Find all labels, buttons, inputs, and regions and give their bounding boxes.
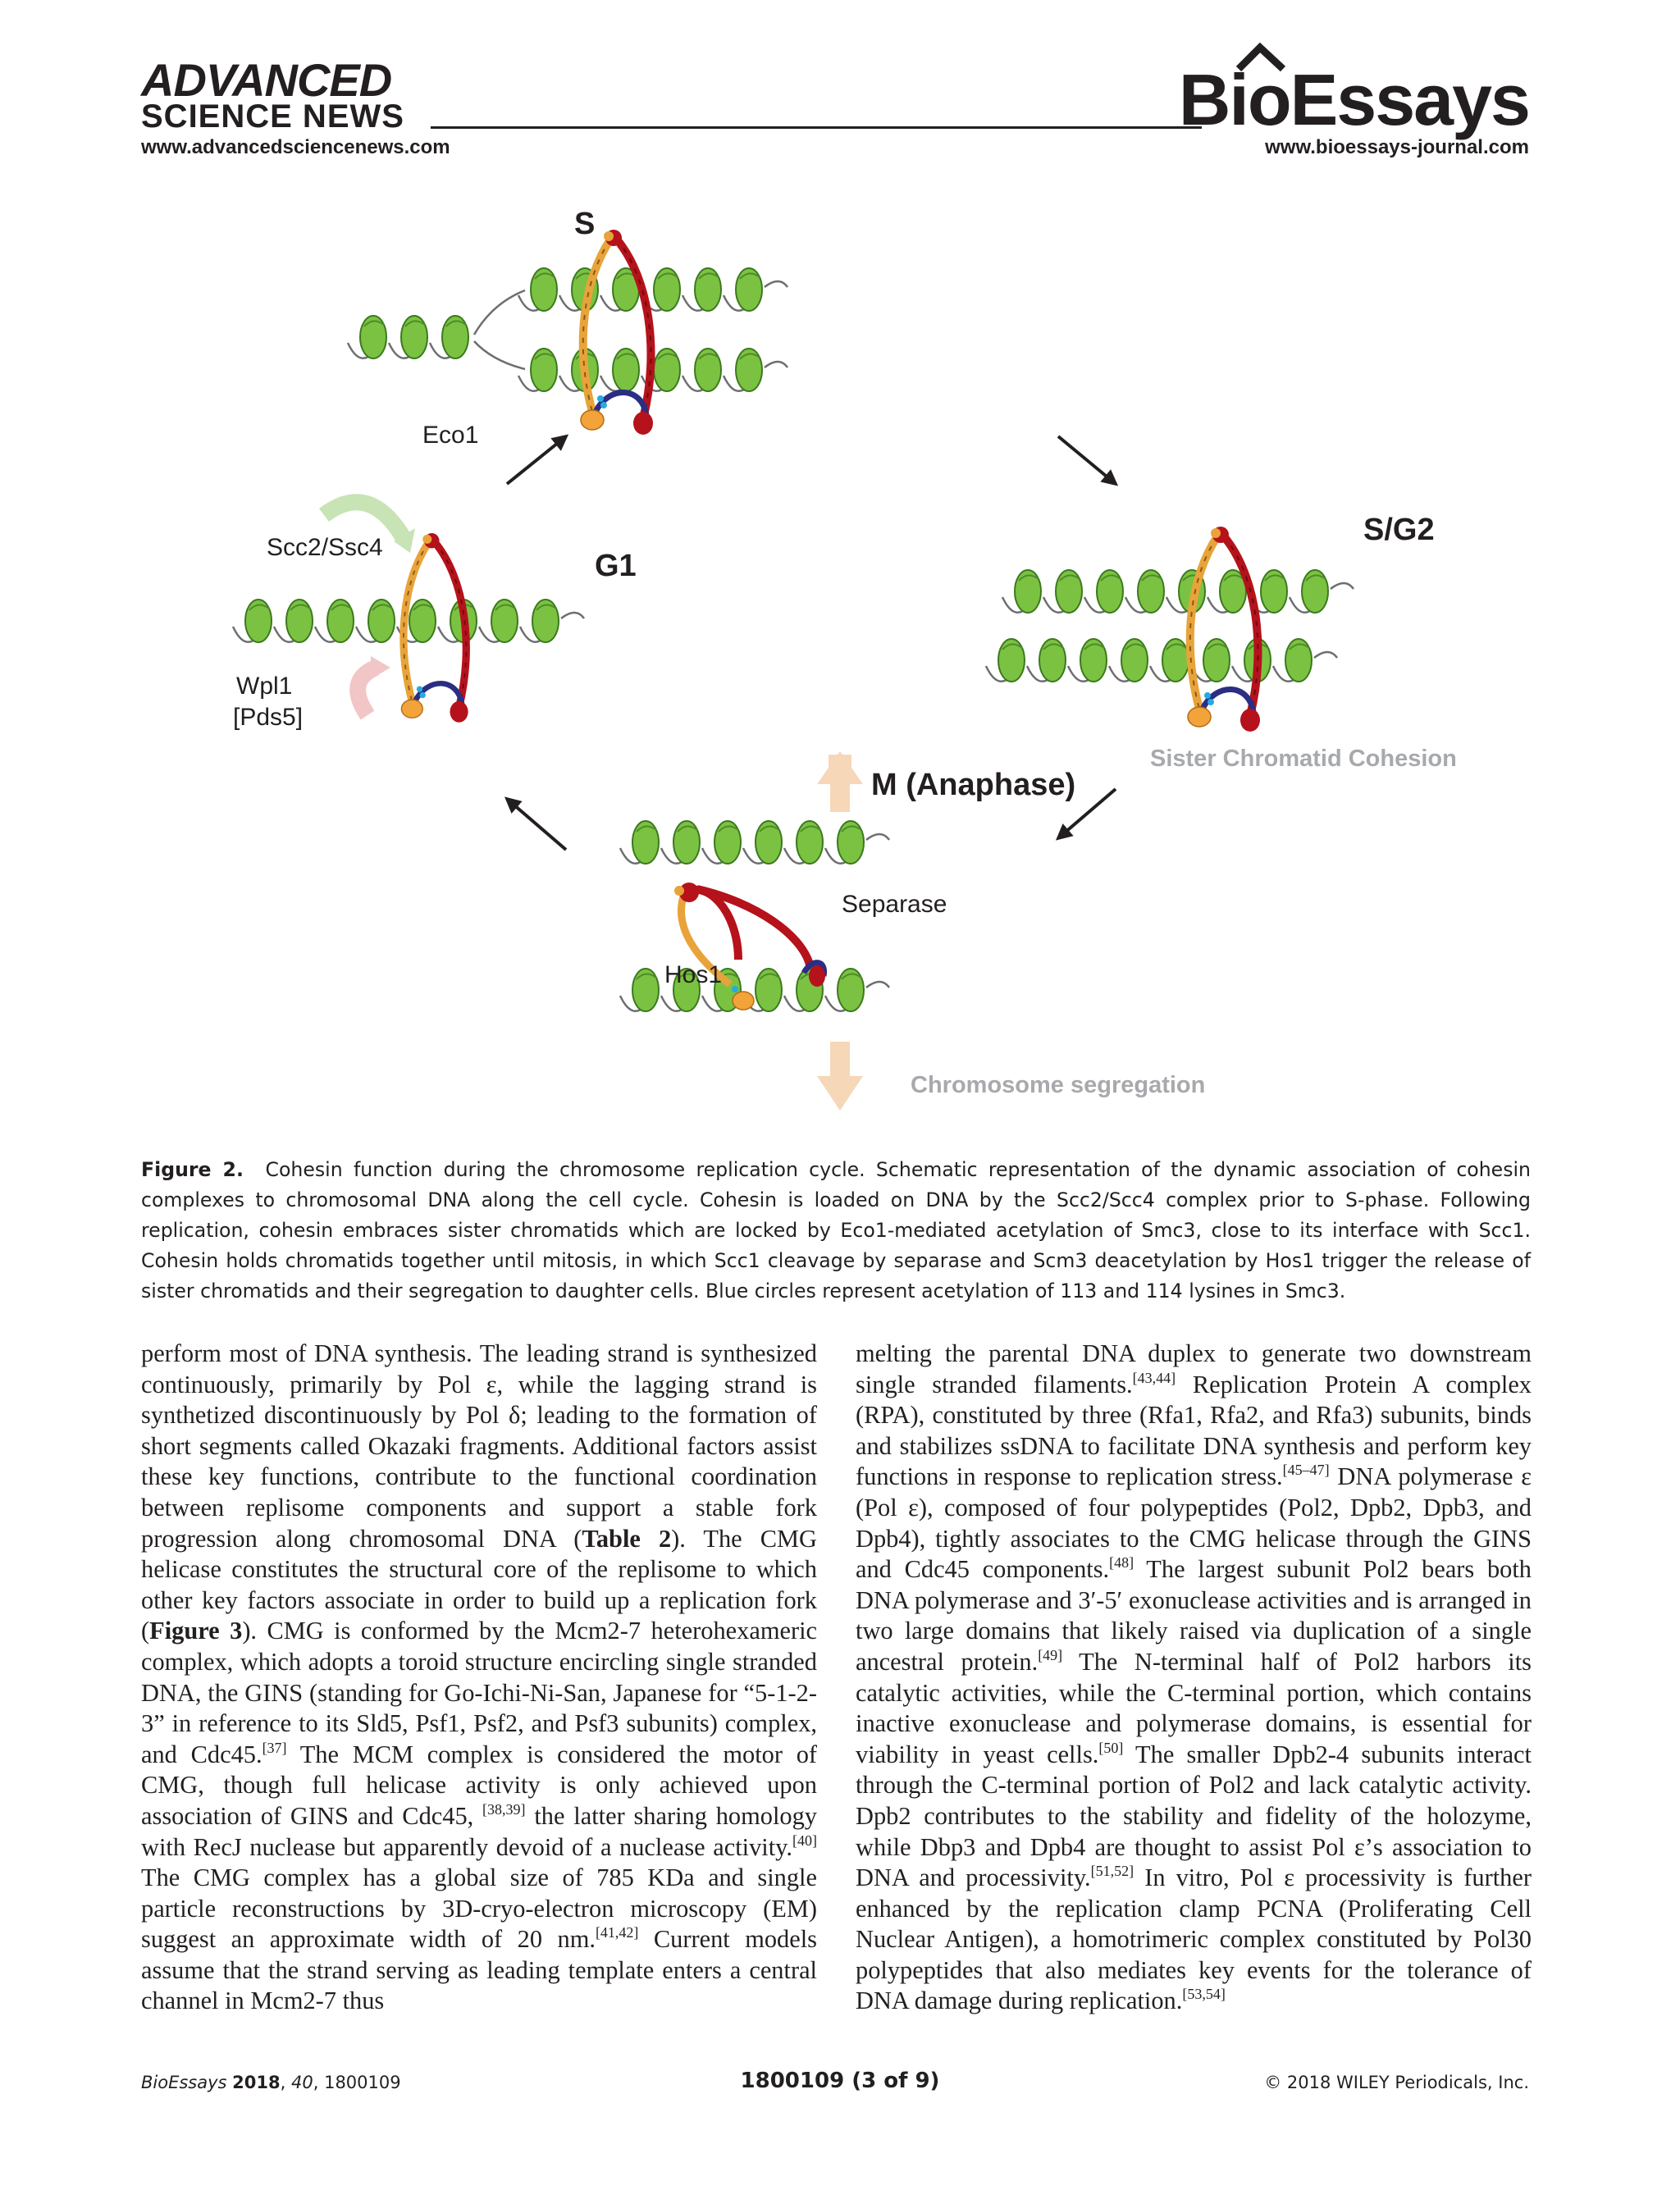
citation-38-39[interactable]: [38,39] bbox=[482, 1800, 526, 1818]
table-2-link[interactable]: Table 2 bbox=[582, 1524, 672, 1553]
header-rule bbox=[431, 126, 1202, 129]
arrow-s-to-sg2 bbox=[1058, 436, 1116, 484]
body-column-right bbox=[856, 1339, 1532, 2017]
sg2-chromatid-bottom bbox=[986, 639, 1337, 682]
body-right-text-6: The smaller Dpb2-4 subunits interact through the C-terminal portion of Pol2 and lack catalytic activity. Dpb2 contributes to the stability and fidelity of the holozyme, while Dbp3 and Dpb4 are thought to assist Pol ε’s association to DNA and processivity. bbox=[856, 1740, 1532, 1892]
footer-citation: BioEssays 2018, 40, 1800109 bbox=[141, 2073, 401, 2092]
footer-year: 2018 bbox=[232, 2073, 281, 2092]
footer-page-number: 1800109 (3 of 9) bbox=[740, 2069, 940, 2093]
body-right-text-2: Replication Protein A complex (RPA), constituted by three (Rfa1, Rfa2, and Rfa3) subunits, binds and stabilizes ssDNA to facilitate DNA synthesis and perform key functions in response to replication stress. bbox=[856, 1370, 1532, 1491]
body-left-text-7: Current models assume that the strand serving as leading template enters a central channel in Mcm2-7 thus bbox=[141, 1925, 817, 2015]
body-left-text-4: The MCM complex is considered the motor of CMG, though full helicase activity is only achieved upon association of GINS and Cdc45, bbox=[141, 1740, 818, 1830]
body-right-text-1: melting the parental DNA duplex to generate two downstream single stranded filaments. bbox=[856, 1339, 1532, 1398]
segregation-down-arrow-icon bbox=[830, 1042, 850, 1078]
pds5-label: [Pds5] bbox=[233, 704, 304, 731]
publisher-logo-bottom: SCIENCE NEWS bbox=[141, 98, 404, 135]
m-chromatid-top bbox=[620, 821, 889, 864]
footer-journal: BioEssays bbox=[141, 2073, 227, 2092]
citation-51-52[interactable]: [51,52] bbox=[1090, 1863, 1134, 1880]
body-left-text-2: ). The CMG helicase constitutes the structural core of the replisome to which other key factors associate in order to build up a replication fork ( bbox=[141, 1524, 817, 1645]
scc2-loading-arrow-icon bbox=[324, 502, 404, 538]
publisher-logo-top: ADVANCED bbox=[141, 54, 392, 106]
hos1-label: Hos1 bbox=[664, 961, 723, 988]
figure-3-link[interactable]: Figure 3 bbox=[149, 1617, 243, 1645]
citation-41-42[interactable]: [41,42] bbox=[595, 1924, 639, 1941]
citation-45-47[interactable]: [45–47] bbox=[1282, 1462, 1330, 1479]
figure-2-diagram bbox=[164, 197, 1542, 1148]
body-left-text-5: the latter sharing homology with RecJ nuclease but apparently devoid of a nuclease activity. bbox=[141, 1801, 817, 1861]
s-phase-cohesin bbox=[581, 230, 653, 435]
stage-sg2-label: S/G2 bbox=[1363, 513, 1435, 547]
citation-53-54[interactable]: [53,54] bbox=[1182, 1986, 1226, 2003]
journal-logo: BioEssays bbox=[1178, 59, 1529, 140]
body-right-text-5: The N-terminal half of Pol2 harbors its catalytic activities, while the C-terminal portion, which contains inactive exonuclease and polymerase domains, is essential for viability in yeast cells. bbox=[856, 1647, 1532, 1768]
stage-m-label: M (Anaphase) bbox=[871, 768, 1076, 802]
footer-volume: 40 bbox=[290, 2073, 313, 2092]
body-left-text-6: The CMG complex has a global size of 785 KDa and single particle reconstructions by 3D-cryo-electron microscopy (EM) suggest an approximate width of 20 nm. bbox=[141, 1864, 817, 1954]
sg2-cohesin bbox=[1188, 527, 1260, 732]
publisher-logo bbox=[141, 54, 436, 148]
figure-caption-text: Cohesin function during the chromosome replication cycle. Schematic representation of the dynamic association of cohesin complexes to chromosomal DNA along the cell cycle. Cohesin is loaded on DNA by the Scc2/Scc4 complex prior to S-phase. Following replication, cohesin embraces sister chromatids which are locked by Eco1-mediated acetylation of Smc3, close to its interface with Scc1. Cohesin holds chromatids together until mitosis, in which Scc1 cleavage by separase and Scm3 deacetylation by Hos1 trigger the release of sister chromatids and their segregation to daughter cells. Blue circles represent acetylation of 113 and 114 lysines in Smc3. bbox=[141, 1158, 1531, 1302]
body-left-text-1: perform most of DNA synthesis. The leading strand is synthesized continuously, primarily by Pol ε, while the lagging strand is synthetized discontinuously by Pol δ; leading to the formation of short segments called Okazaki fragments. Additional factors assist these key functions, contribute to the functional coordination between replisome components and support a stable fork progression along chromosomal DNA ( bbox=[141, 1339, 817, 1553]
citation-50[interactable]: [50] bbox=[1098, 1739, 1124, 1756]
s-phase-chromatin bbox=[348, 268, 788, 391]
m-chromatid-bottom bbox=[620, 969, 889, 1011]
citation-49[interactable]: [49] bbox=[1038, 1646, 1063, 1663]
citation-37[interactable]: [37] bbox=[262, 1739, 287, 1756]
arrow-m-to-g1 bbox=[507, 799, 566, 850]
eco1-label: Eco1 bbox=[422, 422, 479, 449]
sister-chromatid-cohesion-note: Sister Chromatid Cohesion bbox=[1150, 746, 1457, 772]
footer-article: 1800109 bbox=[324, 2073, 401, 2092]
figure-caption-label: Figure 2. bbox=[141, 1158, 244, 1181]
figure-caption bbox=[141, 1155, 1531, 1307]
body-right-text-7: In vitro, Pol ε processivity is further enhanced by the replication clamp PCNA (Proliferating Cell Nuclear Antigen), a homotrimeric complex constituted by Pol30 polypeptides that also mediates key events for the tolerance of DNA damage during replication. bbox=[856, 1864, 1532, 2015]
sg2-chromatid-top bbox=[1002, 570, 1354, 613]
wpl1-label: Wpl1 bbox=[236, 673, 293, 700]
chromosome-segregation-note: Chromosome segregation bbox=[911, 1072, 1206, 1098]
publisher-url[interactable]: www.advancedsciencenews.com bbox=[141, 136, 450, 158]
citation-43-44[interactable]: [43,44] bbox=[1132, 1369, 1176, 1386]
body-right-text-3: DNA polymerase ε (Pol ε), composed of four polypeptides (Pol2, Dpb2, Dpb3, and Dpb4), tightly associates to the CMG helicase through the GINS and Cdc45 components. bbox=[856, 1462, 1532, 1584]
scc2-ssc4-label: Scc2/Ssc4 bbox=[267, 534, 383, 561]
citation-48[interactable]: [48] bbox=[1109, 1554, 1134, 1572]
stage-g1-label: G1 bbox=[595, 549, 637, 583]
body-column-left bbox=[141, 1339, 817, 2017]
body-left-text-3: ). CMG is conformed by the Mcm2-7 heterohexameric complex, which adopts a toroid structure encircling single stranded DNA, the GINS (standing for Go-Ichi-Ni-San, Japanese for “5-1-2-3” in reference to its Sld5, Psf1, Psf2, and Psf3 subunits) complex, and Cdc45. bbox=[141, 1617, 817, 1768]
footer-copyright: © 2018 WILEY Periodicals, Inc. bbox=[1264, 2073, 1529, 2092]
separase-label: Separase bbox=[842, 891, 947, 918]
journal-url[interactable]: www.bioessays-journal.com bbox=[1265, 136, 1529, 158]
arrow-g1-to-s bbox=[507, 436, 566, 484]
citation-40[interactable]: [40] bbox=[792, 1832, 817, 1849]
body-right-text-4: The largest subunit Pol2 bears both DNA polymerase and 3′-5′ exonuclease activities and is arranged in two large domains that likely raised via duplication of a single ancestral protein. bbox=[856, 1555, 1532, 1676]
stage-s-label: S bbox=[574, 207, 596, 241]
